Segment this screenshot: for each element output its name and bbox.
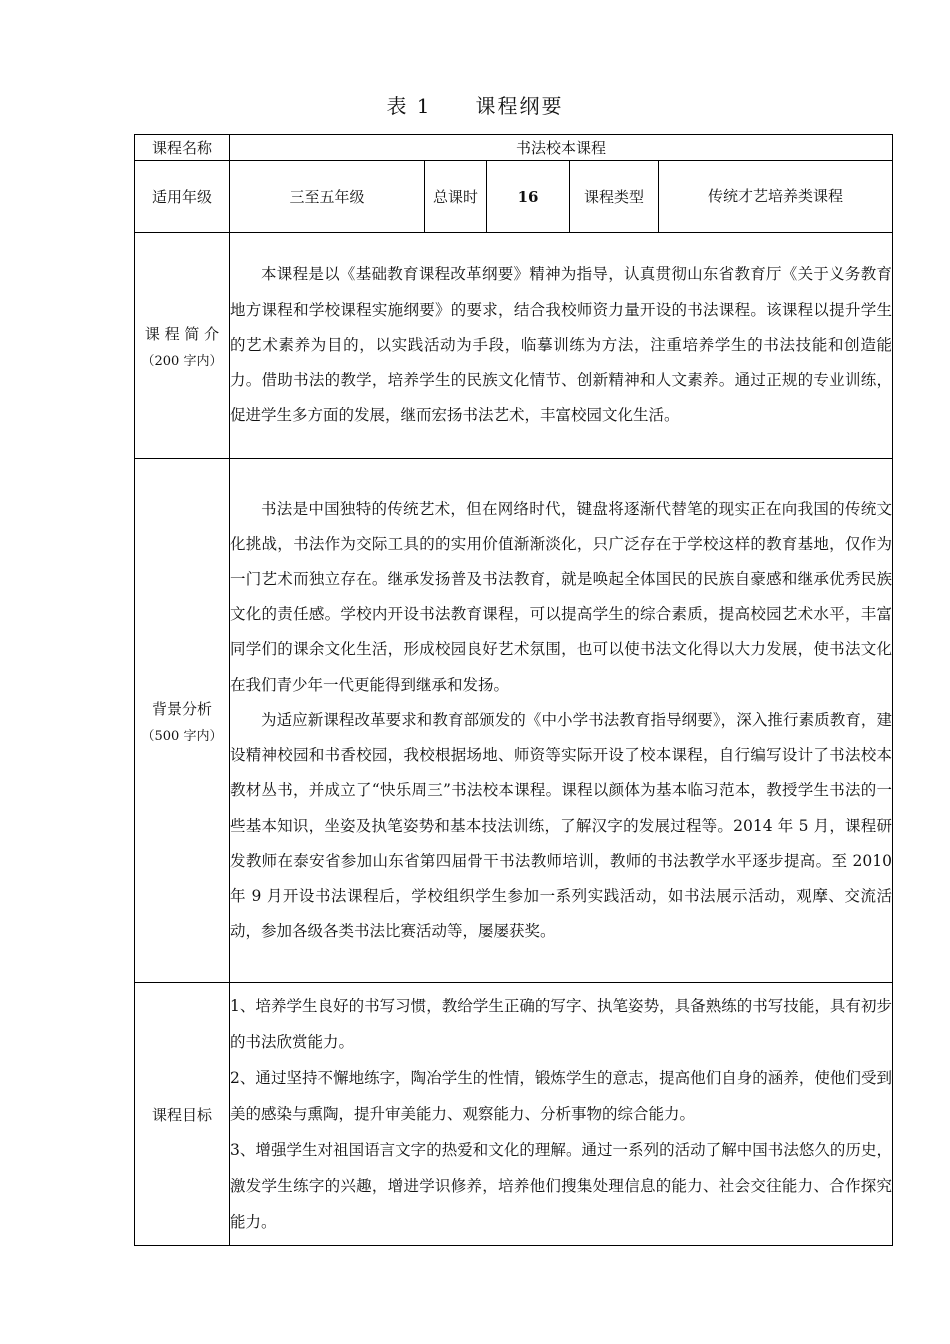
table-number: 表 1 [386, 94, 432, 118]
type-label: 课程类型 [570, 161, 659, 233]
goal-item-1: 1、培养学生良好的书写习惯，教给学生正确的写字、执笔姿势，具备熟练的书写技能，具有初步的书法欣赏能力。 [230, 997, 892, 1051]
goal-item-2: 2、通过坚持不懈地练字，陶冶学生的性情，锻炼学生的意志，提高他们自身的涵养，使他们受到美的感染与熏陶，提升审美能力、观察能力、分析事物的综合能力。 [230, 1069, 892, 1123]
grade-value: 三至五年级 [230, 161, 425, 233]
intro-text: 本课程是以《基础教育课程改革纲要》精神为指导，认真贯彻山东省教育厅《关于义务教育地方课程和学校课程实施纲要》的要求，结合我校师资力量开设的书法课程。该课程以提升学生的艺术素养为目的，以实践活动为手段，临摹训练为方法，注重培养学生的书法技能和创造能力。借助书法的教学，培养学生的民族文化情节、创新精神和人文素养。通过正规的专业训练，促进学生多方面的发展，继而宏扬书法艺术，丰富校园文化生活。 [230, 265, 892, 425]
row-course-name [135, 135, 893, 161]
hours-label: 总课时 [425, 161, 487, 233]
background-label: 背景分析 [151, 699, 212, 718]
type-value: 传统才艺培养类课程 [659, 161, 893, 233]
background-paragraph-2: 为适应新课程改革要求和教育部颁发的《中小学书法教育指导纲要》，深入推行素质教育，建设精神校园和书香校园，我校根据场地、师资等实际开设了校本课程，自行编写设计了书法校本教材丛书，并成立了“快乐周三”书法校本课程。课程以颜体为基本临习范本，教授学生书法的一些基本知识，坐姿及执笔姿势和基本技法训练，了解汉字的发展过程等。2014 年 5 月，课程研发教师在泰安省参加山东省第四届骨干书法教师培训，教师的书法教学水平逐步提高。至 2010 年 9 月开设书法课程后，学校组织学生参加一系列实践活动，如书法展示活动，观摩、交流活动，参加各级各类书法比赛活动等，屡屡获奖。 [230, 710, 892, 941]
goal-item-3: 3、增强学生对祖国语言文字的热爱和文化的理解。通过一系列的活动了解中国书法悠久的历史，激发学生练字的兴趣，增进学识修养，培养他们搜集处理信息的能力、社会交往能力、合作探究能力。 [230, 1141, 892, 1231]
grade-label: 适用年级 [135, 161, 230, 233]
background-note: （500 字内） [141, 728, 223, 744]
hours-value: 16 [487, 161, 570, 233]
background-label-cell [135, 459, 230, 983]
intro-text-cell [230, 233, 893, 459]
course-name-label: 课程名称 [135, 135, 230, 161]
row-background [135, 459, 893, 983]
course-outline-table [134, 134, 893, 1246]
intro-label: 课 程 简 介 [144, 324, 220, 343]
background-text-cell [230, 459, 893, 983]
row-goals [135, 983, 893, 1246]
goals-label: 课程目标 [135, 983, 230, 1246]
intro-note: （200 字内） [141, 353, 223, 369]
row-grade [135, 161, 893, 233]
course-name-value: 书法校本课程 [230, 135, 893, 161]
intro-label-cell [135, 233, 230, 459]
row-intro [135, 233, 893, 459]
page-title [0, 90, 950, 119]
table-title: 课程纲要 [475, 94, 564, 118]
goals-cell [230, 983, 893, 1246]
background-paragraph-1: 书法是中国独特的传统艺术，但在网络时代，键盘将逐渐代替笔的现实正在向我国的传统文化挑战，书法作为交际工具的的实用价值渐渐淡化，只广泛存在于学校这样的教育基地，仅作为一门艺术而独立存在。继承发扬普及书法教育，就是唤起全体国民的民族自豪感和继承优秀民族文化的责任感。学校内开设书法教育课程，可以提高学生的综合素质，提高校园艺术水平，丰富同学们的课余文化生活，形成校园良好艺术氛围，也可以使书法文化得以大力发展，使书法文化在我们青少年一代更能得到继承和发扬。 [230, 499, 892, 694]
